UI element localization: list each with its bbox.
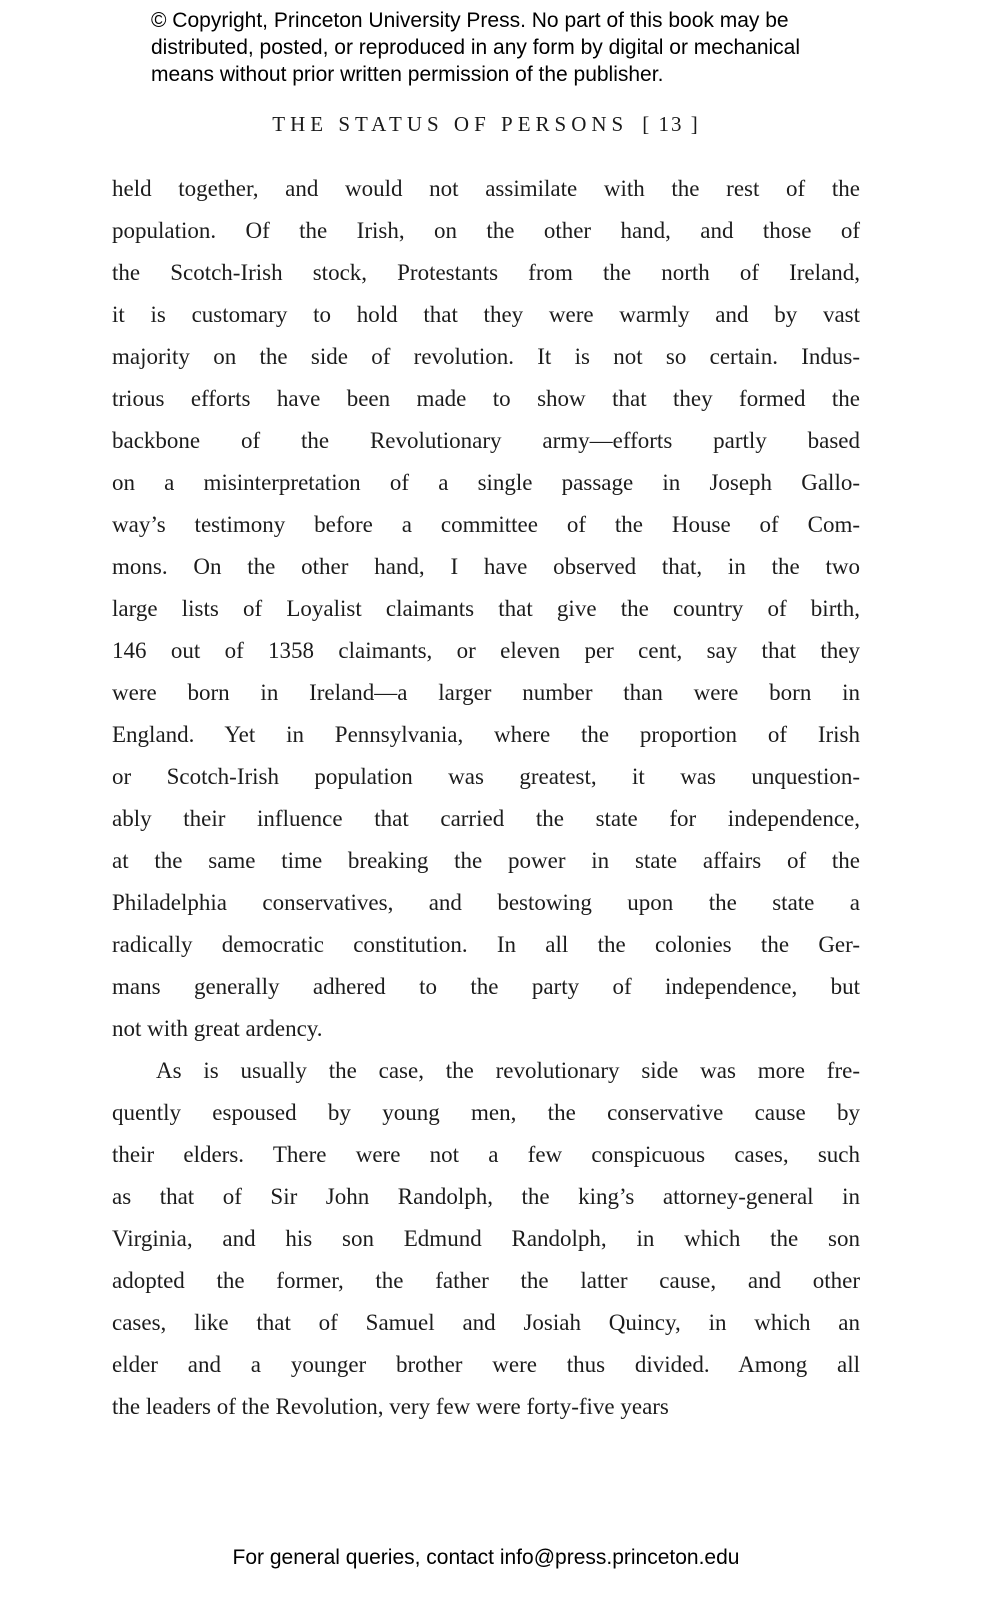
text-line: majority on the side of revolution. It is not so certain. Indus- [112,344,860,369]
text-line: cases, like that of Samuel and Josiah Quincy, in which an [112,1310,860,1335]
text-line: adopted the former, the father the latter cause, and other [112,1268,860,1293]
text-line: held together, and would not assimilate with the rest of the [112,176,860,201]
text-line: mans generally adhered to the party of independence, but [112,974,860,999]
copyright-line: distributed, posted, or reproduced in any form by digital or mechanical [151,36,801,59]
body-text [112,168,860,1428]
page-number: [ 13 ] [642,112,700,136]
footer-contact-text [112,1546,860,1570]
text-line: way’s testimony before a committee of the House of Com- [112,512,860,537]
copyright-line: © Copyright, Princeton University Press. No part of this book may be [151,9,789,32]
text-line: mons. On the other hand, I have observed that, in the two [112,554,860,579]
text-line: radically democratic constitution. In all the colonies the Ger- [112,932,860,957]
text-line: population. Of the Irish, on the other hand, and those of [112,218,860,243]
text-line: quently espoused by young men, the conservative cause by [112,1100,860,1125]
footer-contact-label: For general queries, contact info@press.princeton.edu [232,1546,740,1569]
text-line: or Scotch-Irish population was greatest, it was unquestion- [112,764,860,789]
text-line: backbone of the Revolutionary army—efforts partly based [112,428,860,453]
text-line: the Scotch-Irish stock, Protestants from the north of Ireland, [112,260,860,285]
text-line: not with great ardency. [112,1016,323,1041]
text-line: elder and a younger brother were thus divided. Among all [112,1352,860,1377]
copyright-notice [151,7,800,88]
text-line: at the same time breaking the power in state affairs of the [112,848,860,873]
text-line: were born in Ireland—a larger number than were born in [112,680,860,705]
text-line: 146 out of 1358 claimants, or eleven per cent, say that they [112,638,860,663]
text-line: it is customary to hold that they were warmly and by vast [112,302,860,327]
text-line: ably their influence that carried the state for independence, [112,806,860,831]
text-line: their elders. There were not a few conspicuous cases, such [112,1142,860,1167]
copyright-line: means without prior written permission of the publisher. [151,63,664,86]
running-header [112,112,860,137]
text-line: Philadelphia conservatives, and bestowing upon the state a [112,890,860,915]
chapter-title: THE STATUS OF PERSONS [272,112,629,136]
text-line: as that of Sir John Randolph, the king’s attorney-general in [112,1184,860,1209]
paragraph [112,1050,860,1428]
text-line: large lists of Loyalist claimants that give the country of birth, [112,596,860,621]
text-line: trious efforts have been made to show that they formed the [112,386,860,411]
text-line: England. Yet in Pennsylvania, where the proportion of Irish [112,722,860,747]
paragraph [112,168,860,1050]
text-line: on a misinterpretation of a single passage in Joseph Gallo- [112,470,860,495]
text-line: the leaders of the Revolution, very few were forty-five years [112,1394,669,1419]
text-line: As is usually the case, the revolutionary side was more fre- [156,1058,860,1083]
text-line: Virginia, and his son Edmund Randolph, in which the son [112,1226,860,1251]
